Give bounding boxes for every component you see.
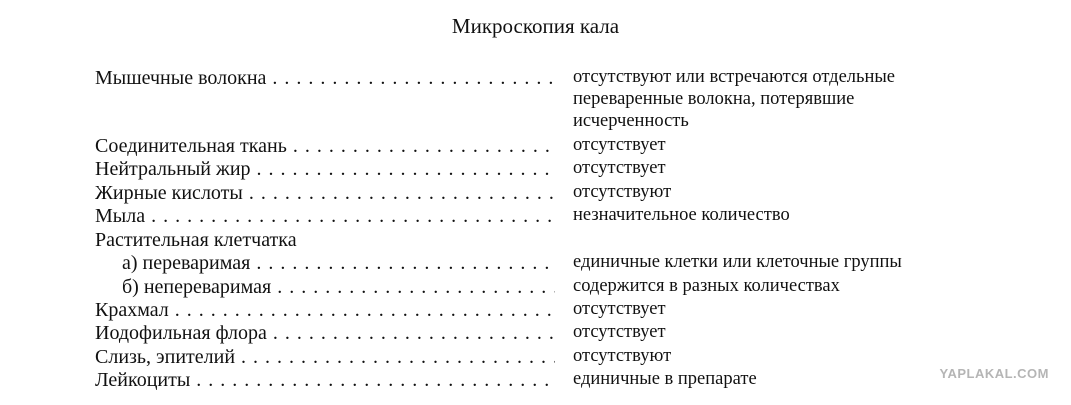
term-mucus-epithelium: Слизь, эпителий . . . <box>95 345 555 369</box>
value-mucus-epithelium: отсутствуют <box>573 346 672 366</box>
term-digestible: а) переваримая . . . <box>122 251 555 275</box>
value-starch: отсутствует <box>573 299 666 319</box>
row-fatty-acids <box>0 181 1071 205</box>
value-digestible: единичные клетки или клеточные группы <box>573 252 902 272</box>
watermark: YAPLAKAL.COM <box>939 366 1049 381</box>
term-soaps: Мыла . . . <box>95 204 555 228</box>
row-digestible <box>0 251 1071 275</box>
term-muscle-fibers: Мышечные волокна . . . <box>95 66 555 90</box>
term-fatty-acids: Жирные кислоты . . . <box>95 181 555 205</box>
value-indigestible: содержится в разных количествах <box>573 276 840 296</box>
value-neutral-fat: отсутствует <box>573 158 666 178</box>
value-soaps: незначительное количество <box>573 205 790 225</box>
value-connective-tissue: отсутствует <box>573 135 666 155</box>
value-line: переваренные волокна, потерявшие <box>573 89 855 109</box>
value-muscle-fibers <box>573 66 1003 132</box>
row-muscle-fibers <box>0 66 1071 131</box>
row-neutral-fat <box>0 157 1071 181</box>
term-connective-tissue: Соединительная ткань . . . <box>95 134 555 158</box>
value-leukocytes: единичные в препарате <box>573 369 757 389</box>
row-soaps <box>0 204 1071 228</box>
value-line: исчерченность <box>573 111 689 131</box>
row-starch <box>0 298 1071 322</box>
term-starch: Крахмал . . . <box>95 298 555 322</box>
term-iodophilic-flora: Иодофильная флора . . . <box>95 321 555 345</box>
term-leukocytes: Лейкоциты . . . <box>95 368 555 392</box>
row-mucus-epithelium <box>0 345 1071 369</box>
term-plant-fiber: Растительная клетчатка <box>95 229 297 251</box>
document-title: Микроскопия кала <box>451 14 620 38</box>
value-fatty-acids: отсутствуют <box>573 182 672 202</box>
row-indigestible <box>0 275 1071 299</box>
value-line: отсутствуют или встречаются отдельные <box>573 67 896 87</box>
term-indigestible: б) непереваримая . . . <box>122 275 555 299</box>
term-neutral-fat: Нейтральный жир . . . <box>95 157 555 181</box>
row-plant-fiber <box>0 228 1071 252</box>
row-iodophilic-flora <box>0 321 1071 345</box>
value-iodophilic-flora: отсутствует <box>573 322 666 342</box>
row-connective-tissue <box>0 134 1071 158</box>
row-leukocytes <box>0 368 1071 392</box>
